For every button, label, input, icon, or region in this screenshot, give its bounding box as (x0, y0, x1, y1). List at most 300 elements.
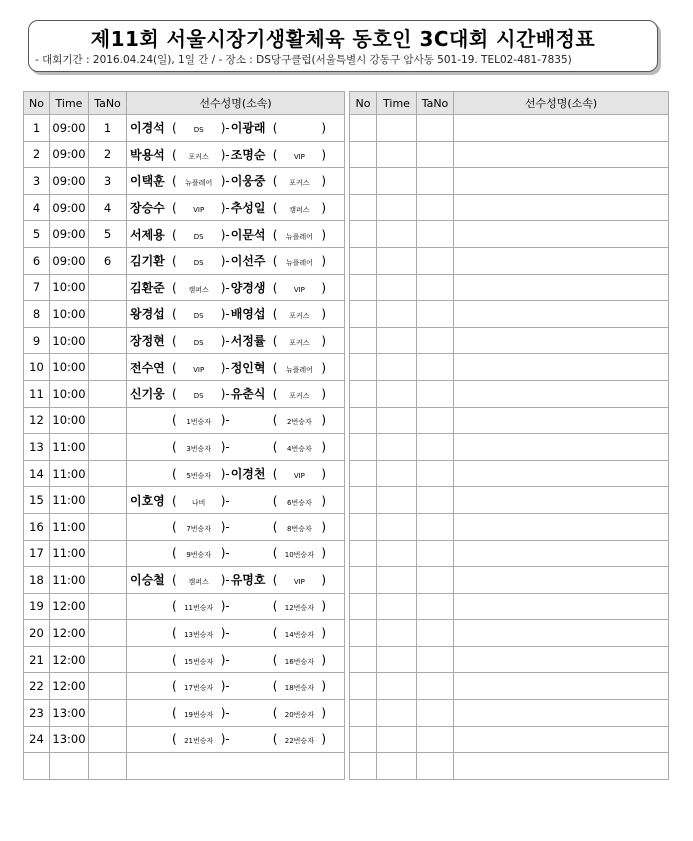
paren-open: ( (172, 121, 177, 136)
table-row (350, 194, 669, 221)
sep: )- (220, 652, 230, 667)
sep: )- (220, 413, 230, 428)
cell-tano (89, 327, 127, 354)
player1-club: 21번승자 (184, 737, 214, 746)
cell-players (454, 620, 669, 647)
paren-open: ( (172, 254, 177, 269)
cell-no (350, 407, 377, 434)
paren-close: ) (321, 652, 327, 667)
cell-no (350, 460, 377, 487)
table-row (350, 434, 669, 461)
cell-no (350, 620, 377, 647)
cell-no (350, 354, 377, 381)
sep: )- (220, 254, 230, 269)
schedule-body-right (350, 115, 669, 780)
cell-no: 13 (24, 434, 50, 461)
cell-no (350, 115, 377, 142)
player2-name: 추성일 (230, 201, 266, 216)
player2-club: 14번승자 (284, 631, 314, 640)
table-row (24, 673, 345, 700)
table-row (350, 540, 669, 567)
cell-no (350, 753, 377, 780)
table-row (24, 407, 345, 434)
paren-open: ( (172, 413, 177, 428)
paren-close: ) (321, 705, 327, 720)
cell-players (454, 407, 669, 434)
cell-players (127, 567, 345, 594)
cell-time (377, 673, 417, 700)
cell-time (377, 700, 417, 727)
cell-tano (417, 487, 454, 514)
paren-open: ( (272, 201, 278, 216)
paren-open: ( (172, 227, 177, 242)
cell-no: 4 (24, 194, 50, 221)
player1-club: DS (193, 392, 204, 401)
sep: )- (220, 732, 230, 747)
cell-no: 2 (24, 141, 50, 168)
table-row (24, 247, 345, 274)
paren-close: ) (321, 201, 327, 216)
player2-club: 22번승자 (284, 737, 314, 746)
player1-club: 뉴플레어 (185, 179, 213, 188)
cell-players (454, 354, 669, 381)
table-row (350, 700, 669, 727)
cell-tano (89, 567, 127, 594)
player2-name: 이경천 (230, 467, 266, 482)
cell-tano (417, 753, 454, 780)
cell-players (127, 487, 345, 514)
player2-name: 서정률 (230, 334, 266, 349)
cell-players (454, 460, 669, 487)
paren-open: ( (172, 280, 177, 295)
cell-players (127, 274, 345, 301)
table-row (24, 194, 345, 221)
paren-open: ( (272, 413, 278, 428)
paren-open: ( (172, 439, 177, 454)
paren-open: ( (172, 387, 177, 402)
player1-club: DS (193, 339, 204, 348)
paren-open: ( (172, 360, 177, 375)
cell-tano (417, 460, 454, 487)
paren-open: ( (272, 147, 278, 162)
cell-players (454, 380, 669, 407)
table-row (24, 567, 345, 594)
player2-club: 뉴플레어 (285, 232, 313, 241)
cell-players (127, 540, 345, 567)
cell-players (454, 221, 669, 248)
sep: )- (220, 519, 230, 534)
player2-name: 이선주 (230, 254, 266, 269)
cell-players (454, 540, 669, 567)
cell-time: 12:00 (50, 593, 89, 620)
player2-club: 12번승자 (284, 604, 314, 613)
player2-club: 20번승자 (284, 710, 314, 719)
cell-tano (89, 753, 127, 780)
cell-no: 16 (24, 513, 50, 540)
sep: )- (220, 546, 230, 561)
paren-open: ( (172, 147, 177, 162)
cell-no (350, 274, 377, 301)
col-players: 선수성명(소속) (454, 92, 669, 115)
cell-no (350, 726, 377, 753)
table-row (24, 460, 345, 487)
cell-tano (417, 380, 454, 407)
paren-close: ) (321, 227, 327, 242)
table-row (350, 753, 669, 780)
cell-time (377, 460, 417, 487)
table-row (24, 726, 345, 753)
paren-open: ( (272, 387, 278, 402)
player2-club: VIP (293, 472, 305, 481)
player1-club: 캠퍼스 (188, 578, 209, 587)
paren-open: ( (272, 705, 278, 720)
player1-club: 11번승자 (184, 604, 214, 613)
cell-no: 17 (24, 540, 50, 567)
cell-tano (89, 487, 127, 514)
sep: )- (220, 334, 230, 349)
cell-time (377, 247, 417, 274)
table-row (24, 593, 345, 620)
cell-tano: 4 (89, 194, 127, 221)
player1-name: 이승철 (130, 573, 165, 588)
paren-open: ( (272, 467, 278, 482)
paren-close: ) (321, 147, 327, 162)
player2-club: 18번승자 (284, 684, 314, 693)
table-row (24, 380, 345, 407)
player2-club: 포커스 (289, 312, 310, 321)
table-row (350, 593, 669, 620)
cell-no: 12 (24, 407, 50, 434)
table-row (350, 620, 669, 647)
player1-club: VIP (193, 365, 205, 374)
col-tano: TaNo (417, 92, 454, 115)
player2-name: 이문석 (230, 227, 266, 242)
cell-tano (89, 540, 127, 567)
table-row (350, 327, 669, 354)
paren-open: ( (172, 467, 177, 482)
cell-tano (417, 726, 454, 753)
player2-club: 2번승자 (287, 418, 312, 427)
paren-close: ) (321, 254, 327, 269)
paren-open: ( (272, 652, 278, 667)
table-row (350, 673, 669, 700)
cell-players (454, 567, 669, 594)
cell-players (127, 194, 345, 221)
paren-open: ( (172, 174, 177, 189)
cell-time (377, 274, 417, 301)
cell-tano (417, 673, 454, 700)
cell-no (350, 540, 377, 567)
cell-players (127, 726, 345, 753)
paren-close: ) (321, 732, 327, 747)
sep: )- (220, 493, 230, 508)
cell-tano: 6 (89, 247, 127, 274)
cell-players (454, 115, 669, 142)
schedule-table-left (23, 91, 345, 780)
player2-club: 8번승자 (287, 524, 312, 533)
cell-time: 11:00 (50, 513, 89, 540)
sep: )- (220, 626, 230, 641)
player2-club: 뉴플레어 (285, 365, 313, 374)
paren-close: ) (321, 573, 327, 588)
player2-club: 뉴플레어 (285, 259, 313, 268)
cell-time: 10:00 (50, 354, 89, 381)
table-row (24, 168, 345, 195)
cell-tano (417, 115, 454, 142)
player1-club: 15번승자 (184, 657, 214, 666)
col-time: Time (50, 92, 89, 115)
cell-no: 18 (24, 567, 50, 594)
cell-players (454, 593, 669, 620)
table-row (350, 487, 669, 514)
cell-tano (89, 380, 127, 407)
cell-time: 09:00 (50, 247, 89, 274)
cell-players (454, 673, 669, 700)
paren-open: ( (172, 546, 177, 561)
player1-name: 장승수 (130, 201, 165, 216)
paren-open: ( (172, 705, 177, 720)
sep: )- (220, 121, 230, 136)
cell-tano (417, 247, 454, 274)
cell-time (377, 380, 417, 407)
player1-club: 1번승자 (186, 418, 212, 427)
table-row (24, 513, 345, 540)
paren-open: ( (272, 732, 278, 747)
cell-tano (89, 620, 127, 647)
paren-open: ( (272, 573, 278, 588)
player1-club: 나비 (191, 498, 206, 507)
cell-time (377, 327, 417, 354)
paren-close: ) (321, 493, 327, 508)
cell-no: 8 (24, 301, 50, 328)
cell-players (454, 646, 669, 673)
cell-tano (417, 567, 454, 594)
player1-name: 서제용 (130, 227, 165, 242)
player2-name: 조명순 (230, 147, 266, 162)
table-row (350, 301, 669, 328)
cell-time (377, 407, 417, 434)
schedule-table-right (349, 91, 669, 780)
paren-close: ) (321, 519, 327, 534)
cell-players (127, 247, 345, 274)
paren-close: ) (321, 307, 327, 322)
player1-club: DS (193, 259, 204, 268)
cell-tano: 2 (89, 141, 127, 168)
cell-players (127, 141, 345, 168)
player1-club: DS (193, 126, 204, 135)
cell-time (377, 194, 417, 221)
cell-time (377, 620, 417, 647)
cell-players (454, 434, 669, 461)
paren-open: ( (272, 546, 278, 561)
table-row (350, 354, 669, 381)
paren-open: ( (172, 307, 177, 322)
cell-tano (89, 434, 127, 461)
cell-time: 12:00 (50, 673, 89, 700)
col-tano: TaNo (89, 92, 127, 115)
event-info: - 대회기간 : 2016.04.24(일), 1일 간 / - 장소 : DS당구클럽(서울특별시 강동구 암사동 501-19. TEL02-481-7835) (35, 54, 572, 66)
cell-time (377, 513, 417, 540)
paren-open: ( (272, 679, 278, 694)
cell-time: 11:00 (50, 434, 89, 461)
cell-tano (89, 407, 127, 434)
cell-tano: 3 (89, 168, 127, 195)
paren-close: ) (321, 280, 327, 295)
cell-tano (89, 274, 127, 301)
cell-tano (89, 726, 127, 753)
cell-players (454, 301, 669, 328)
cell-players (127, 513, 345, 540)
player2-name: 유명호 (230, 573, 266, 588)
player1-name: 이경석 (130, 121, 165, 136)
sep: )- (220, 705, 230, 720)
cell-tano: 5 (89, 221, 127, 248)
table-row (24, 646, 345, 673)
table-row (350, 460, 669, 487)
paren-open: ( (272, 280, 278, 295)
cell-time: 13:00 (50, 700, 89, 727)
sep: )- (220, 439, 230, 454)
table-row (350, 567, 669, 594)
paren-open: ( (272, 227, 278, 242)
cell-no: 20 (24, 620, 50, 647)
cell-no: 15 (24, 487, 50, 514)
paren-open: ( (272, 439, 278, 454)
paren-open: ( (272, 493, 278, 508)
sep: )- (220, 280, 230, 295)
cell-no (350, 487, 377, 514)
paren-open: ( (272, 334, 278, 349)
paren-close: ) (321, 599, 327, 614)
cell-time: 09:00 (50, 221, 89, 248)
cell-time (377, 354, 417, 381)
cell-players (454, 327, 669, 354)
player1-name: 왕경섭 (130, 307, 165, 322)
player2-club: 포커스 (289, 392, 310, 401)
paren-open: ( (272, 254, 278, 269)
cell-tano (417, 407, 454, 434)
cell-players (127, 327, 345, 354)
paren-open: ( (172, 573, 177, 588)
cell-tano (417, 221, 454, 248)
player1-club: 3번승자 (186, 444, 212, 453)
cell-tano (417, 540, 454, 567)
sep: )- (220, 467, 230, 482)
cell-tano (89, 700, 127, 727)
paren-open: ( (272, 121, 278, 136)
cell-players (454, 726, 669, 753)
player2-name: 배영섭 (230, 307, 266, 322)
cell-no: 10 (24, 354, 50, 381)
paren-close: ) (321, 387, 327, 402)
cell-time (377, 646, 417, 673)
sep: )- (220, 679, 230, 694)
col-no: No (350, 92, 377, 115)
cell-no (350, 593, 377, 620)
paren-open: ( (272, 360, 278, 375)
col-no: No (24, 92, 50, 115)
cell-players (454, 247, 669, 274)
player2-club: 10번승자 (284, 551, 314, 560)
cell-time: 10:00 (50, 274, 89, 301)
cell-tano (89, 673, 127, 700)
player1-name: 김환준 (130, 280, 165, 295)
player2-club: 6번승자 (287, 498, 312, 507)
cell-time: 11:00 (50, 540, 89, 567)
player1-name: 이호영 (130, 493, 165, 508)
paren-close: ) (321, 121, 327, 136)
cell-tano (417, 327, 454, 354)
cell-no (350, 434, 377, 461)
cell-time (377, 221, 417, 248)
player1-club: VIP (193, 206, 205, 215)
cell-tano (89, 593, 127, 620)
cell-tano (417, 168, 454, 195)
table-row (24, 354, 345, 381)
cell-players (127, 115, 345, 142)
table-row (24, 540, 345, 567)
player1-club: 17번승자 (184, 684, 214, 693)
player1-name: 장정현 (130, 334, 165, 349)
player1-club: 7번승자 (186, 524, 212, 533)
cell-tano (417, 593, 454, 620)
table-row (24, 274, 345, 301)
player2-club: VIP (293, 578, 305, 587)
cell-tano (417, 194, 454, 221)
sep: )- (220, 387, 230, 402)
cell-time (377, 753, 417, 780)
player1-name: 이택훈 (130, 174, 165, 189)
cell-players (127, 700, 345, 727)
cell-players (127, 168, 345, 195)
cell-time: 10:00 (50, 327, 89, 354)
cell-players (454, 194, 669, 221)
paren-open: ( (172, 626, 177, 641)
table-row (350, 380, 669, 407)
col-players: 선수성명(소속) (127, 92, 345, 115)
table-row (24, 434, 345, 461)
table-row (350, 274, 669, 301)
paren-open: ( (272, 519, 278, 534)
cell-no (350, 513, 377, 540)
cell-time: 10:00 (50, 407, 89, 434)
paren-open: ( (172, 519, 177, 534)
sep: )- (220, 307, 230, 322)
cell-players (127, 753, 345, 780)
cell-no (350, 700, 377, 727)
cell-time: 09:00 (50, 194, 89, 221)
sep: )- (220, 174, 230, 189)
cell-no (350, 301, 377, 328)
paren-open: ( (272, 626, 278, 641)
player1-club: 13번승자 (184, 631, 214, 640)
schedule-body-left (24, 115, 345, 780)
cell-no: 3 (24, 168, 50, 195)
sep: )- (220, 201, 230, 216)
cell-time: 11:00 (50, 567, 89, 594)
cell-players (127, 620, 345, 647)
player1-club: DS (193, 232, 204, 241)
table-row (24, 487, 345, 514)
paren-open: ( (272, 599, 278, 614)
cell-no (24, 753, 50, 780)
table-row (24, 301, 345, 328)
table-header-row (24, 92, 345, 115)
cell-players (127, 354, 345, 381)
paren-open: ( (172, 732, 177, 747)
cell-time: 13:00 (50, 726, 89, 753)
cell-no: 1 (24, 115, 50, 142)
